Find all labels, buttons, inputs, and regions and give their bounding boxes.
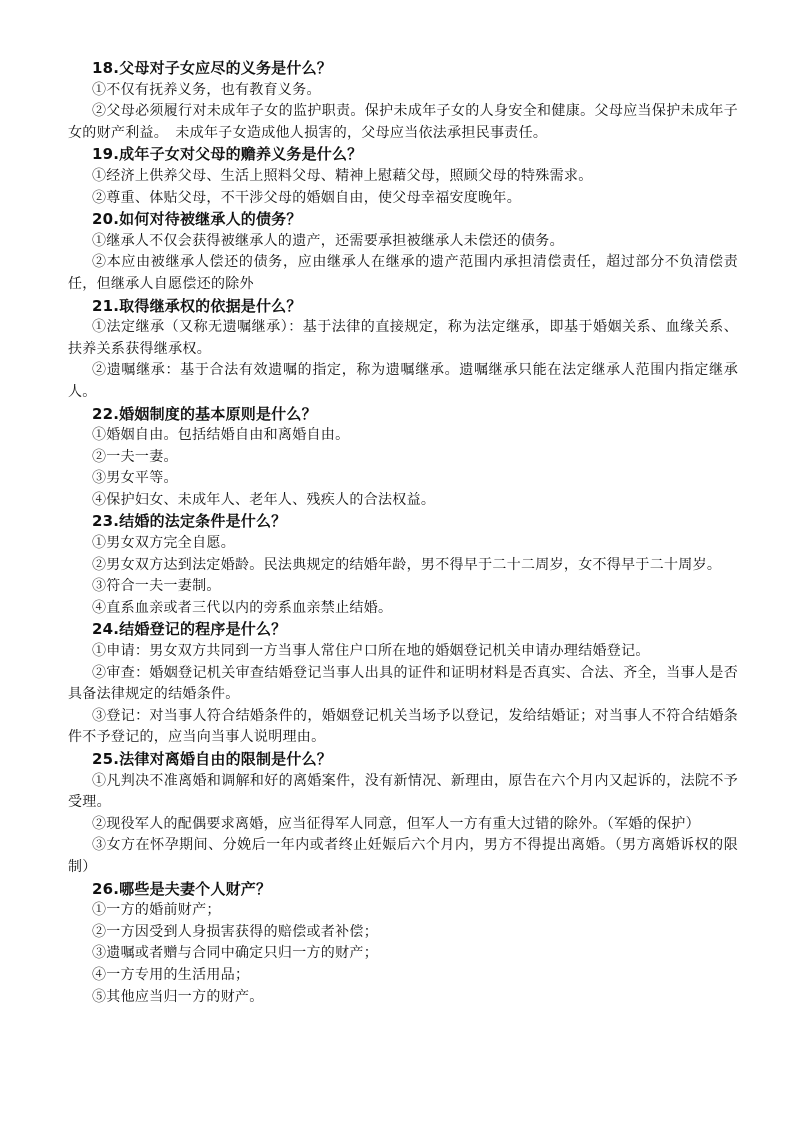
qa-section-25: [68, 749, 738, 879]
answer-item: ②现役军人的配偶要求离婚，应当征得军人同意，但军人一方有重大过错的除外。（军婚的保护）: [92, 815, 700, 832]
answer-item: ①男女双方完全自愿。: [92, 535, 235, 552]
document-page: [68, 58, 738, 1008]
question-heading: 25.法律对离婚自由的限制是什么？: [92, 750, 332, 768]
qa-section-21: [68, 296, 738, 404]
answer-item: ③女方在怀孕期间、分娩后一年内或者终止妊娠后六个月内，男方不得提出离婚。（男方离婚诉权的限制）: [68, 837, 738, 875]
question-heading: 19.成年子女对父母的赡养义务是什么？: [92, 145, 363, 164]
question-heading: 20.如何对待被继承人的债务？: [92, 210, 302, 229]
answer-item: ③遗嘱或者赠与合同中确定只归一方的财产；: [92, 945, 378, 962]
answer-item: ②尊重、体贴父母，不干涉父母的婚姻自由，使父母幸福安度晚年。: [92, 189, 521, 206]
answer-item: ⑤其他应当归一方的财产。: [92, 988, 264, 1005]
answer-item: ④保护妇女、未成年人、老年人、残疾人的合法权益。: [92, 491, 436, 508]
question-heading: 18.父母对子女应尽的义务是什么？: [92, 59, 332, 77]
answer-item: ①申请：男女双方共同到一方当事人常住户口所在地的婚姻登记机关申请办理结婚登记。: [92, 643, 650, 660]
answer-item: ②父母必须履行对未成年子女的监护职责。保护未成年子女的人身安全和健康。父母应当保护未成年子女的财产利益。 未成年子女造成他人损害的，父母应当依法承担民事责任。: [68, 103, 738, 141]
answer-item: ②遗嘱继承：基于合法有效遗嘱的指定，称为遗嘱继承。遗嘱继承只能在法定继承人范围内指定继承人。: [68, 362, 738, 400]
qa-section-20: [68, 209, 738, 295]
qa-section-26: [68, 879, 738, 1009]
answer-item: ①一方的婚前财产；: [92, 902, 221, 919]
answer-item: ①凡判决不准离婚和调解和好的离婚案件，没有新情况、新理由，原告在六个月内又起诉的，法院不予受理。: [68, 772, 738, 811]
qa-section-18: [68, 58, 738, 144]
answer-item: ③符合一夫一妻制。: [92, 578, 221, 595]
qa-section-24: [68, 619, 738, 749]
answer-item: ④一方专用的生活用品；: [92, 966, 250, 983]
answer-item: ②审查：婚姻登记机关审查结婚登记当事人出具的证件和证明材料是否真实、合法、齐全，当事人是否具备法律规定的结婚条件。: [68, 664, 738, 703]
answer-item: ①不仅有抚养义务，也有教育义务。: [92, 81, 321, 98]
question-heading: 23.结婚的法定条件是什么？: [92, 512, 287, 531]
answer-item: ②一方因受到人身损害获得的赔偿或者补偿；: [92, 923, 378, 940]
question-heading: 24.结婚登记的程序是什么？: [92, 620, 287, 639]
answer-item: ①婚姻自由。包括结婚自由和离婚自由。: [92, 427, 350, 444]
answer-item: ③登记：对当事人符合结婚条件的，婚姻登记机关当场予以登记，发给结婚证；对当事人不符合结婚条件不予登记的，应当向当事人说明理由。: [68, 707, 738, 746]
question-heading: 26.哪些是夫妻个人财产？: [92, 879, 272, 898]
question-heading: 22.婚姻制度的基本原则是什么？: [92, 404, 317, 423]
qa-section-19: [68, 144, 738, 209]
answer-item: ②本应由被继承人偿还的债务，应由继承人在继承的遗产范围内承担清偿责任，超过部分不负清偿责任，但继承人自愿偿还的除外: [68, 254, 738, 292]
answer-item: ①继承人不仅会获得被继承人的遗产，还需要承担被继承人未偿还的债务。: [92, 232, 564, 249]
answer-item: ②男女双方达到法定婚龄。民法典规定的结婚年龄，男不得早于二十二周岁，女不得早于二十周岁。: [92, 556, 722, 573]
qa-section-23: [68, 511, 738, 619]
answer-item: ④直系血亲或者三代以内的旁系血亲禁止结婚。: [92, 599, 393, 616]
answer-item: ①法定继承（又称无遗嘱继承）：基于法律的直接规定，称为法定继承，即基于婚姻关系、血缘关系、扶养关系获得继承权。: [68, 319, 738, 357]
answer-item: ②一夫一妻。: [92, 448, 178, 465]
qa-section-22: [68, 404, 738, 512]
question-heading: 21.取得继承权的依据是什么？: [92, 296, 302, 315]
answer-item: ③男女平等。: [92, 470, 178, 487]
answer-item: ①经济上供养父母、生活上照料父母、精神上慰藉父母，照顾父母的特殊需求。: [92, 167, 593, 184]
